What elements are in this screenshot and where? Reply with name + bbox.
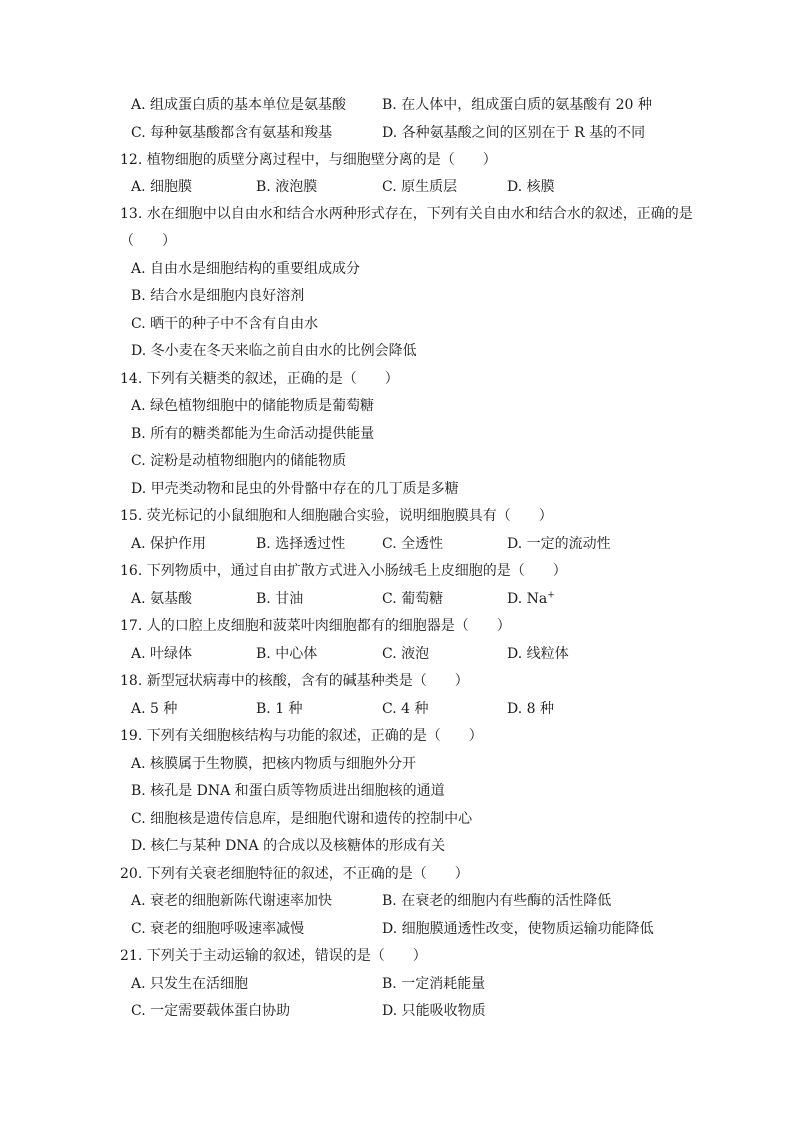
q12-option-b: B. 液泡膜 (256, 179, 318, 195)
q21-options-row-1 (131, 971, 731, 998)
q12-stem: 12. 植物细胞的质壁分离过程中，与细胞壁分离的是（ ） (120, 152, 497, 168)
q20-options-row-2 (131, 916, 731, 943)
q19-option-d: D. 核仁与某种 DNA 的合成以及核糖体的形成有关 (131, 838, 446, 854)
q14-option-d: D. 甲壳类动物和昆虫的外骨骼中存在的几丁质是多糖 (131, 481, 459, 497)
q17-option-a: A. 叶绿体 (131, 646, 193, 662)
q12-options (131, 174, 731, 201)
q18-option-c: C. 4 种 (382, 701, 429, 717)
q19-option-c: C. 细胞核是遗传信息库，是细胞代谢和遗传的控制中心 (131, 811, 473, 827)
q16-option-a: A. 氨基酸 (131, 591, 193, 607)
q21-option-b: B. 一定消耗能量 (382, 976, 486, 992)
q18-stem: 18. 新型冠状病毒中的核酸，含有的碱基种类是（ ） (120, 673, 469, 689)
q15-option-d: D. 一定的流动性 (507, 536, 611, 552)
q16-option-d-superscript: + (547, 590, 555, 601)
q11-option-b: B. 在人体中，组成蛋白质的氨基酸有 20 种 (382, 97, 652, 113)
q15-option-c: C. 全透性 (382, 536, 444, 552)
q17-option-b: B. 中心体 (256, 646, 318, 662)
q17-stem: 17. 人的口腔上皮细胞和菠菜叶肉细胞都有的细胞器是（ ） (120, 618, 511, 634)
q21-option-c: C. 一定需要载体蛋白协助 (131, 1003, 291, 1019)
q16-option-b: B. 甘油 (256, 591, 304, 607)
q21-option-d: D. 只能吸收物质 (382, 1003, 486, 1019)
q12-option-c: C. 原生质层 (382, 179, 458, 195)
q16-stem: 16. 下列物质中，通过自由扩散方式进入小肠绒毛上皮细胞的是（ ） (120, 563, 567, 579)
q11-option-a: A. 组成蛋白质的基本单位是氨基酸 (131, 97, 347, 113)
q17-option-d: D. 线粒体 (507, 646, 569, 662)
q20-options-row-1 (131, 888, 731, 915)
q13-stem: 13. 水在细胞中以自由水和结合水两种形式存在，下列有关自由水和结合水的叙述，正确的是 (120, 206, 693, 222)
q13-option-c: C. 晒干的种子中不含有自由水 (131, 316, 319, 332)
q19-option-a: A. 核膜属于生物膜，把核内物质与细胞外分开 (131, 756, 417, 772)
q18-option-d: D. 8 种 (507, 701, 554, 717)
q12-option-d: D. 核膜 (507, 179, 555, 195)
q15-option-b: B. 选择透过性 (256, 536, 346, 552)
q16-option-d (507, 586, 555, 613)
q21-option-a: A. 只发生在活细胞 (131, 976, 249, 992)
q12-option-a: A. 细胞膜 (131, 179, 193, 195)
q21-stem: 21. 下列关于主动运输的叙述，错误的是（ ） (120, 948, 427, 964)
q15-option-a: A. 保护作用 (131, 536, 207, 552)
q17-options (131, 641, 731, 668)
q15-stem: 15. 荧光标记的小鼠细胞和人细胞融合实验，说明细胞膜具有（ ） (120, 508, 553, 524)
q11-option-d: D. 各种氨基酸之间的区别在于 R 基的不同 (382, 125, 646, 141)
q14-option-a: A. 绿色植物细胞中的储能物质是葡萄糖 (131, 398, 375, 414)
q20-option-a: A. 衰老的细胞新陈代谢速率加快 (131, 893, 333, 909)
q21-options-row-2 (131, 998, 731, 1025)
q20-option-b: B. 在衰老的细胞内有些酶的活性降低 (382, 893, 612, 909)
q18-option-a: A. 5 种 (131, 701, 178, 717)
q14-option-b: B. 所有的糖类都能为生命活动提供能量 (131, 426, 375, 442)
q20-option-c: C. 衰老的细胞呼吸速率减慢 (131, 921, 305, 937)
q13-option-b: B. 结合水是细胞内良好溶剂 (131, 288, 305, 304)
q16-option-c: C. 葡萄糖 (382, 591, 444, 607)
q16-option-d-text: D. Na (507, 591, 548, 607)
q19-stem: 19. 下列有关细胞核结构与功能的叙述，正确的是（ ） (120, 728, 483, 744)
q20-option-d: D. 细胞膜通透性改变，使物质运输功能降低 (382, 921, 654, 937)
q14-stem: 14. 下列有关糖类的叙述，正确的是（ ） (120, 371, 399, 387)
q20-stem: 20. 下列有关衰老细胞特征的叙述，不正确的是（ ） (120, 866, 469, 882)
q11-options-row-2 (131, 120, 731, 147)
q18-option-b: B. 1 种 (256, 701, 303, 717)
q13-option-d: D. 冬小麦在冬天来临之前自由水的比例会降低 (131, 343, 417, 359)
q17-option-c: C. 液泡 (382, 646, 430, 662)
q13-stem-cont: （ ） (120, 233, 176, 249)
q19-option-b: B. 核孔是 DNA 和蛋白质等物质进出细胞核的通道 (131, 783, 445, 799)
q15-options (131, 531, 731, 558)
q16-options (131, 586, 731, 613)
q18-options (131, 696, 731, 723)
q11-option-c: C. 每种氨基酸都含有氨基和羧基 (131, 125, 333, 141)
q14-option-c: C. 淀粉是动植物细胞内的储能物质 (131, 453, 347, 469)
q13-option-a: A. 自由水是细胞结构的重要组成成分 (131, 261, 361, 277)
q11-options-row-1 (131, 92, 731, 119)
